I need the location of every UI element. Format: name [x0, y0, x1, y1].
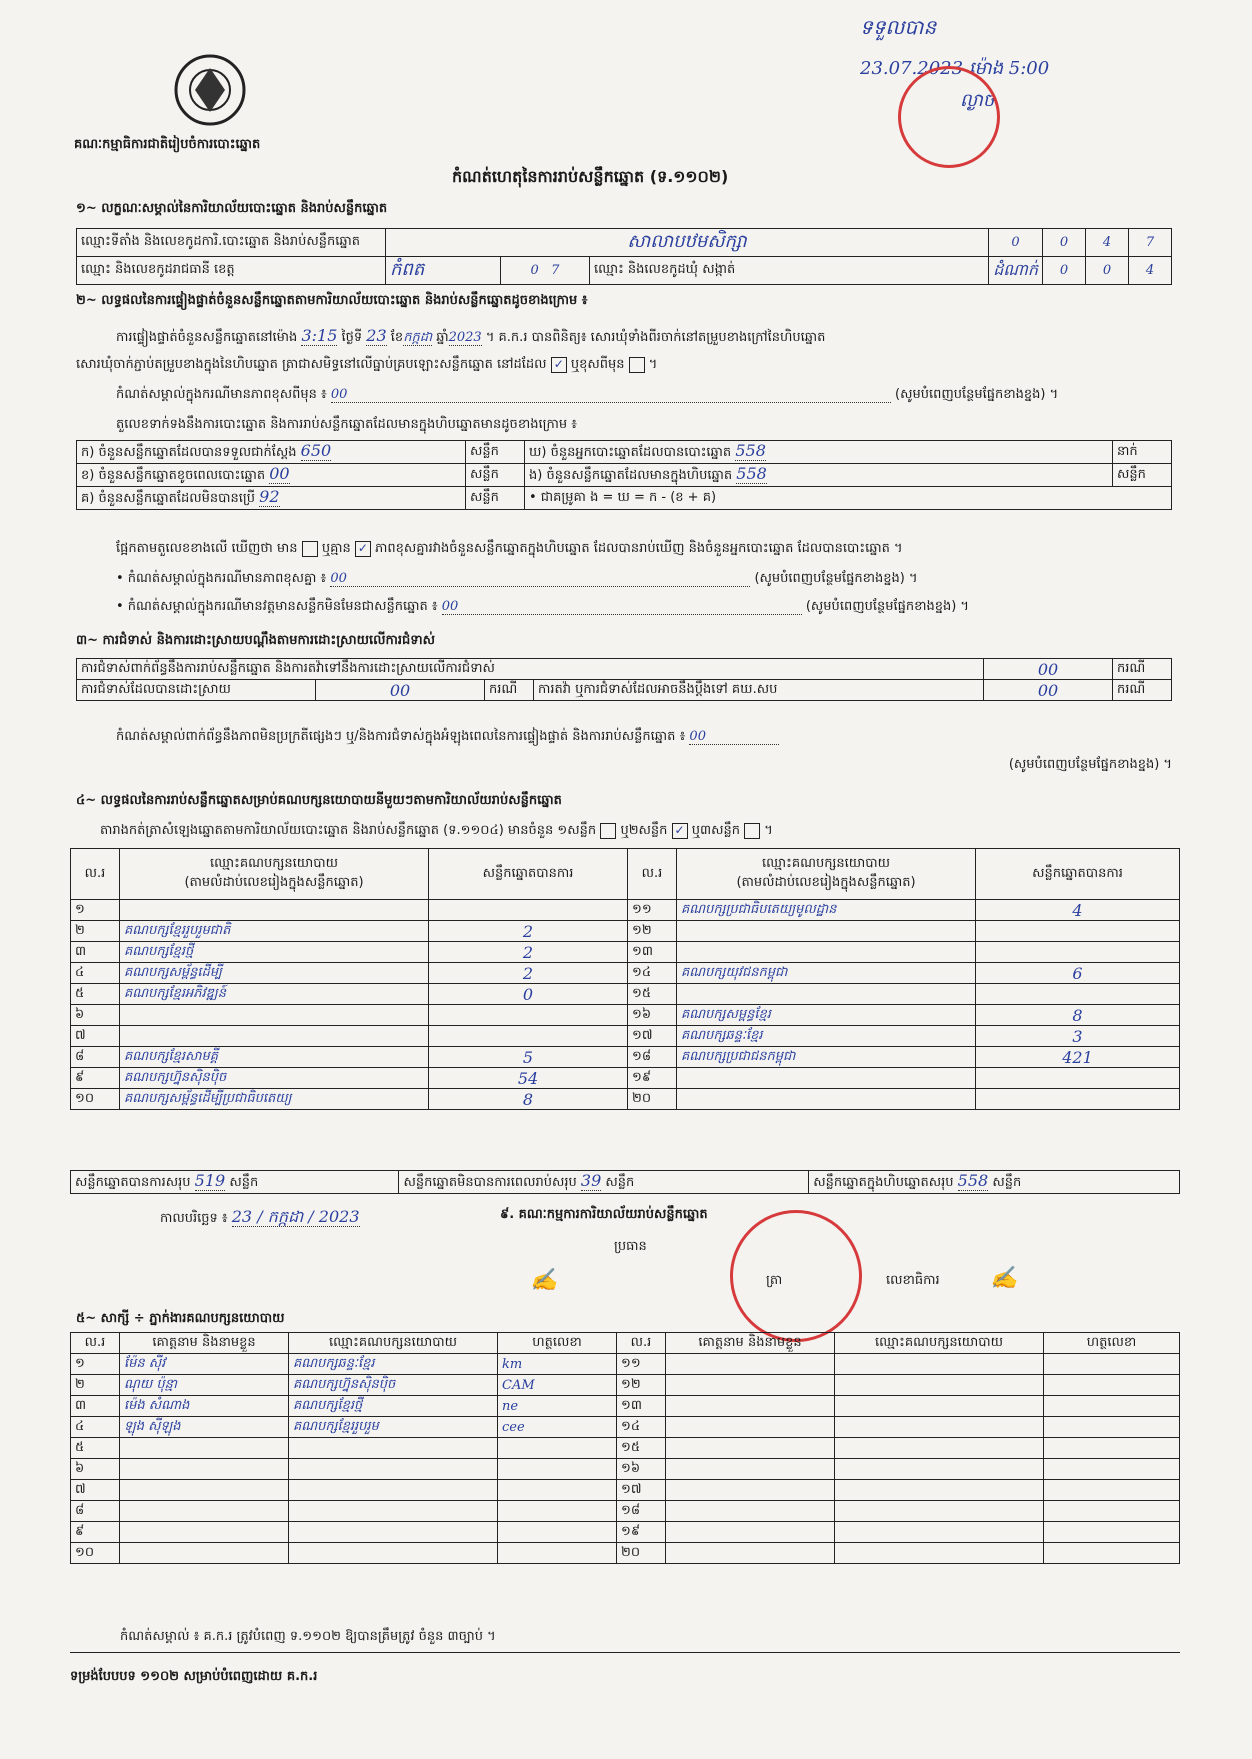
nec-emblem-icon [170, 50, 250, 130]
has-discrepancy-checkbox[interactable] [302, 541, 318, 557]
row-number: ១៦ [628, 1005, 677, 1026]
witness-party [835, 1396, 1044, 1417]
objection-row1-value: 00 [984, 659, 1113, 680]
vote-count: 4 [976, 900, 1180, 921]
witness-row [71, 1543, 1180, 1564]
witness-name [666, 1354, 835, 1375]
vote-count [976, 921, 1180, 942]
witness-name [120, 1501, 289, 1522]
results-row [71, 984, 1180, 1005]
vote-count: 2 [429, 921, 628, 942]
witness-name [120, 1459, 289, 1480]
vote-count: 54 [429, 1068, 628, 1089]
witness-signature [498, 1459, 617, 1480]
section5-title: ៥~ សាក្សី ÷ ភ្នាក់ងារគណបក្សនយោបាយ [76, 1311, 285, 1326]
vote-count [976, 1089, 1180, 1110]
month-value: កក្កដា [403, 330, 433, 345]
section2-para1: ការផ្ទៀងផ្ទាត់ចំនួនសន្លឹកឆ្នោតនៅម៉ោង 3:15 ថ្ងៃទី 23 ខែកក្កដា ឆ្នាំ2023 ។ គ.ក.រ បានពិនិត្យ៖ សោរឃុំទាំងពីរចាក់នៅតម្រួបខាងក្រៅនៃហិបឆ្នោត [116, 326, 826, 345]
witness-party [289, 1438, 498, 1459]
witness-name [120, 1543, 289, 1564]
section3-note: កំណត់សម្គាល់ពាក់ព័ន្ធនឹងភាពមិនប្រក្រតីផ្សេងៗ ឬ/និងការជំទាស់ក្នុងអំឡុងពេលនៃការផ្ទៀងផ្ទាត់ និងការរាប់សន្លឹកឆ្នោត ៖ 00 [116, 728, 1176, 747]
party-name [677, 1068, 976, 1089]
day-value: 23 [366, 326, 387, 345]
results-table: ល.រ ឈ្មោះគណបក្សនយោបាយ (តាមលំដាប់លេខរៀងក្នុងសន្លឹកឆ្នោត) សន្លឹកឆ្នោតបានការ ល.រ ឈ្មោះគណបក្សនយោបាយ (តាមលំដាប់លេខរៀងក្នុងសន្លឹកឆ្នោត) សន្លឹកឆ្នោតបានការ ១ ១១ គណបក្សប្រជាធិបតេយ្យមូលដ្ឋាន 4 ២ គណបក្សខ្មែររួបរួមជាតិ 2 ១២ ៣ គណបក្សខ្មែរថ្មី 2 ១៣ ៤ គណបក្សសម្ព័ន្ធដើម្បី 2 ១៤ គណបក្សយុវជនកម្ពុជា 6 ៥ គណបក្សខ្មែរអភិវឌ្ឍន៍ 0 ១៥ ៦ ១៦ គណបក្សសម្ពន្ធខ្មែរ 8 ៧ ១៧ គណបក្សឆន្ទៈខ្មែរ 3 ៨ គណបក្សខ្មែរសាមគ្គី 5 ១៨ គណបក្សប្រជាជនកម្ពុជា 421 ៩ គណបក្សហ្វ៊ុនស៊ិនប៉ិច 54 ១៩ ១០ គណបក្សសម្ព័ន្ធដើម្បីប្រជាធិបតេយ្យ 8 ២០ [70, 848, 1180, 1110]
witness-signature [1044, 1459, 1180, 1480]
results-row [71, 942, 1180, 963]
received-period: ល្ងាច [960, 90, 995, 111]
count-row-3: គ) ចំនួនសន្លឹកឆ្នោតដែលមិនបានប្រើ 92 សន្លឹក • ជាគម្រូគា ង = ឃ = ក - (ខ + គ) [77, 487, 1172, 510]
party-name: គណបក្សប្រជាធិបតេយ្យមូលដ្ឋាន [677, 900, 976, 921]
row-number: ៦ [71, 1005, 120, 1026]
witness-row [71, 1375, 1180, 1396]
party-name: គណបក្សខ្មែររួបរួមជាតិ [120, 921, 429, 942]
witness-signature: ne [498, 1396, 617, 1417]
party-name: គណបក្សយុវជនកម្ពុជា [677, 963, 976, 984]
note2: • កំណត់សម្គាល់ក្នុងករណីមានភាពខុសគ្នា ៖ 00 (សូមបំពេញបន្ថែមផ្នែកខាងខ្នង) ។ [116, 571, 918, 586]
note3: • កំណត់សម្គាល់ក្នុងករណីមានវត្តមានសន្លឹកមិនមែនជាសន្លឹកឆ្នោត ៖ 00 (សូមបំពេញបន្ថែមផ្នែកខាងខ្នង) ។ [116, 599, 969, 614]
witness-party [835, 1354, 1044, 1375]
year-value: 2023 [448, 330, 482, 345]
row-number: ១៨ [628, 1047, 677, 1068]
witness-party [289, 1501, 498, 1522]
row2-commune: ដំណាក់ [989, 257, 1043, 285]
party-name [120, 1005, 429, 1026]
row-number: ៣ [71, 942, 120, 963]
objection-row2b-value: 00 [984, 680, 1113, 701]
section1-table [76, 228, 1172, 285]
witness-row [71, 1354, 1180, 1375]
witness-party [289, 1543, 498, 1564]
count-row-1: ក) ចំនួនសន្លឹកឆ្នោតដែលបានទទួលជាក់ស្តែង 650 សន្លឹក ឃ) ចំនួនអ្នកបោះឆ្នោតដែលបានបោះឆ្នោត 558 នាក់ [77, 441, 1172, 464]
section5-note: កំណត់សម្គាល់ ៖ គ.ក.រ ត្រូវបំពេញ ទ.១១០២ ឱ្យបានត្រឹមត្រូវ ចំនួន ៣ច្បាប់ ។ [120, 1629, 496, 1644]
witness-name [666, 1375, 835, 1396]
results-row [71, 1089, 1180, 1110]
party-name [677, 942, 976, 963]
witness-name: ឡុង ស៊ីឡុង [120, 1417, 289, 1438]
witness-signature [1044, 1375, 1180, 1396]
section4-intro: តារាងកត់ត្រាសំឡេងឆ្នោតតាមការិយាល័យបោះឆ្នោត និងរាប់សន្លឹកឆ្នោត (ទ.១១០៤) មានចំនួន ១សន្លឹក ឬ២សន្លឹក ✓ ឬ៣សន្លឹក ។ [100, 822, 773, 838]
witness-signature [498, 1480, 617, 1501]
witness-signature [498, 1501, 617, 1522]
results-row [71, 963, 1180, 984]
note-value: 00 [331, 387, 891, 403]
results-row [71, 921, 1180, 942]
vote-count [976, 942, 1180, 963]
vote-count [429, 900, 628, 921]
witness-party [835, 1501, 1044, 1522]
row-number: ៩ [71, 1068, 120, 1089]
row-number: ៧ [71, 1026, 120, 1047]
vote-count: 3 [976, 1026, 1180, 1047]
vote-count: 8 [976, 1005, 1180, 1026]
party-name: គណបក្សសម្ពន្ធខ្មែរ [677, 1005, 976, 1026]
row2-commune-label: ឈ្មោះ និងលេខកូដឃុំ សង្កាត់ [589, 257, 988, 285]
witness-party [289, 1522, 498, 1543]
objection-row1-label: ការជំទាស់ពាក់ព័ន្ធនឹងការរាប់សន្លឹកឆ្នោត និងការតវ៉ាទៅនឹងការដោះស្រាយលើការជំទាស់ [77, 659, 984, 680]
row-number: ២ [71, 1375, 120, 1396]
time-value: 3:15 [301, 326, 338, 345]
results-row [71, 1026, 1180, 1047]
row-number: ៨ [71, 1501, 120, 1522]
received-datetime: 23.07.2023 ម៉ោង 5:00 [860, 58, 1050, 79]
witness-signature [498, 1522, 617, 1543]
witness-party: គណបក្សខ្មែរថ្មី [289, 1396, 498, 1417]
vote-count [976, 984, 1180, 1005]
witness-row [71, 1522, 1180, 1543]
row-number: ២០ [628, 1089, 677, 1110]
witness-row [71, 1396, 1180, 1417]
party-name [120, 900, 429, 921]
three-sheet-checkbox[interactable] [744, 823, 760, 839]
witness-name [666, 1459, 835, 1480]
witness-signature [1044, 1480, 1180, 1501]
row-number: ១៧ [628, 1026, 677, 1047]
secretary-signature: ✍ [990, 1266, 1018, 1291]
row-number: ២ [71, 921, 120, 942]
witness-name [666, 1417, 835, 1438]
discrepancy-line: ផ្អែកតាមតួលេខខាងលើ ឃើញថា មាន ឬគ្មាន ✓ ភាពខុសគ្នារវាងចំនួនសន្លឹកឆ្នោតក្នុងហិបឆ្នោត ដែលបានរាប់ឃើញ និងចំនួនអ្នកបោះឆ្នោត ដែលបានបោះឆ្នោត ។ [116, 540, 903, 556]
witness-signature [1044, 1501, 1180, 1522]
objection-row2b-label: ការតវ៉ា ឬការជំទាស់ដែលអាចនឹងប្តឹងទៅ គឃ.សប [534, 680, 984, 701]
party-name [677, 984, 976, 1005]
row-number: ២០ [617, 1543, 666, 1564]
row-number: ១៣ [617, 1396, 666, 1417]
witness-signature: CAM [498, 1375, 617, 1396]
row-number: ១១ [628, 900, 677, 921]
row-number: ១៦ [617, 1459, 666, 1480]
no-discrepancy-checkbox[interactable]: ✓ [355, 541, 371, 557]
section2-para2: សោរឃុំចាក់ភ្ជាប់តម្រួបខាងក្នុងនៃហិបឆ្នោត ត្រាជាសមិទ្ធនៅលើធ្នាប់គ្របឡោះសន្លឹកឆ្នោត នៅដដែល ✓ ឬខុសពីមុន ។ [76, 356, 658, 372]
witness-name [120, 1522, 289, 1543]
party-name: គណបក្សខ្មែរអភិវឌ្ឍន៍ [120, 984, 429, 1005]
witness-name [666, 1543, 835, 1564]
section3-fillback: (សូមបំពេញបន្ថែមផ្នែកខាងខ្នង) ។ [1008, 757, 1172, 772]
row-number: ៥ [71, 984, 120, 1005]
witness-party [835, 1438, 1044, 1459]
witness-party: គណបក្សឆន្ទៈខ្មែរ [289, 1354, 498, 1375]
row1-digit-3: 4 [1086, 229, 1129, 257]
vote-count: 0 [429, 984, 628, 1005]
witness-signature [1044, 1417, 1180, 1438]
party-name [677, 921, 976, 942]
witness-party [289, 1480, 498, 1501]
row-number: ១៤ [617, 1417, 666, 1438]
row-number: ១៩ [617, 1522, 666, 1543]
witness-signature [1044, 1522, 1180, 1543]
row-number: ៧ [71, 1480, 120, 1501]
witness-row [71, 1501, 1180, 1522]
witness-signature: cee [498, 1417, 617, 1438]
party-name: គណបក្សខ្មែរថ្មី [120, 942, 429, 963]
witness-party: គណបក្សខ្មែររួបរួម [289, 1417, 498, 1438]
vote-count: 6 [976, 963, 1180, 984]
row-number: ១ [71, 900, 120, 921]
witness-party [835, 1417, 1044, 1438]
witness-signature [1044, 1396, 1180, 1417]
vote-count [976, 1068, 1180, 1089]
witness-party [835, 1522, 1044, 1543]
stamp-label: ត្រា [766, 1273, 783, 1288]
witness-name: ម៉ែន ស៊ីវ [120, 1354, 289, 1375]
chair-label: ប្រធាន [614, 1239, 647, 1254]
different-checkbox[interactable] [629, 357, 645, 373]
row-number: ១៩ [628, 1068, 677, 1089]
row1-digit-2: 0 [1043, 229, 1086, 257]
red-stamp-bottom [730, 1210, 862, 1342]
witness-name [666, 1522, 835, 1543]
witness-party [835, 1375, 1044, 1396]
vote-count: 421 [976, 1047, 1180, 1068]
row-number: ១១ [617, 1354, 666, 1375]
row-number: ១៨ [617, 1501, 666, 1522]
row1-digit-4: 7 [1129, 229, 1172, 257]
totals-table: សន្លឹកឆ្នោតបានការសរុប 519 សន្លឹក សន្លឹកឆ្នោតមិនបានការពេលរាប់សរុប 39 សន្លឹក សន្លឹកឆ្នោតក្នុងហិបឆ្នោតសរុប 558 សន្លឹក [70, 1170, 1180, 1194]
witness-party [835, 1459, 1044, 1480]
objection-table: ការជំទាស់ពាក់ព័ន្ធនឹងការរាប់សន្លឹកឆ្នោត និងការតវ៉ាទៅនឹងការដោះស្រាយលើការជំទាស់ 00 ករណី ការជំទាស់ដែលបានដោះស្រាយ 00 ករណី ការតវ៉ា ឬការជំទាស់ដែលអាចនឹងប្តឹងទៅ គឃ.សប 00 ករណី [76, 658, 1172, 701]
section2-title: ២~ លទ្ធផលនៃការផ្ទៀងផ្ទាត់ចំនួនសន្លឹកឆ្នោតតាមការិយាល័យបោះឆ្នោត និងរាប់សន្លឹកឆ្នោតដូចខាងក្រោម ៖ [76, 293, 588, 308]
row-number: ១៣ [628, 942, 677, 963]
party-name: គណបក្សប្រជាជនកម្ពុជា [677, 1047, 976, 1068]
row2-label: ឈ្មោះ និងលេខកូដរាជធានី ខេត្ត [77, 257, 386, 285]
witness-party [835, 1543, 1044, 1564]
form-title: កំណត់ហេតុនៃការរាប់សន្លឹកឆ្នោត (ទ.១១០២) [452, 167, 729, 186]
row2-commune-digit-2: 0 [1086, 257, 1129, 285]
witness-name [666, 1501, 835, 1522]
results-row [71, 1005, 1180, 1026]
witness-name: ណុយ ប៉ុន្មា [120, 1375, 289, 1396]
form-footer: ទម្រង់បែបបទ ១១០២ សម្រាប់បំពេញដោយ គ.ក.រ [70, 1669, 318, 1684]
row-number: ៦ [71, 1459, 120, 1480]
row2-commune-digit-1: 0 [1043, 257, 1086, 285]
witness-signature [498, 1438, 617, 1459]
results-row [71, 1068, 1180, 1089]
row-number: ៤ [71, 1417, 120, 1438]
witness-name [666, 1396, 835, 1417]
org-name: គណៈកម្មាធិការជាតិរៀបចំការបោះឆ្នោត [74, 137, 261, 152]
section2-intro: តួលេខទាក់ទងនឹងការបោះឆ្នោត និងការរាប់សន្លឹកឆ្នោតដែលមានក្នុងហិបឆ្នោតមានដូចខាងក្រោម ៖ [116, 417, 577, 432]
party-name [120, 1026, 429, 1047]
row-number: ៨ [71, 1047, 120, 1068]
row-number: ១០ [71, 1543, 120, 1564]
row1-digit-1: 0 [989, 229, 1043, 257]
received-note: ទទួលបាន [860, 15, 937, 39]
row2-province: កំពត [386, 257, 501, 285]
witness-table: ល.រ គោត្តនាម និងនាមខ្លួន ឈ្មោះគណបក្សនយោបាយ ហត្ថលេខា ល.រ គោត្តនាម និងនាមខ្លួន ឈ្មោះគណបក្សនយោបាយ ហត្ថលេខា ១ ម៉ែន ស៊ីវ គណបក្សឆន្ទៈខ្មែរ km ១១ ២ ណុយ ប៉ុន្មា គណបក្សហ្វ៊ុនស៊ិនប៉ិច CAM ១២ ៣ ម៉េង សំណាង គណបក្សខ្មែរថ្មី ne ១៣ ៤ ឡុង ស៊ីឡុង គណបក្សខ្មែររួបរួម cee ១៤ ៥ ១៥ ៦ ១៦ ៧ ១៧ ៨ ១៨ ៩ ១៩ ១០ ២០ [70, 1332, 1180, 1564]
witness-row [71, 1480, 1180, 1501]
results-row [71, 1047, 1180, 1068]
witness-row [71, 1417, 1180, 1438]
row-number: ១២ [617, 1375, 666, 1396]
witness-party [835, 1480, 1044, 1501]
row-number: ១៥ [617, 1438, 666, 1459]
vote-count: 2 [429, 942, 628, 963]
section3-title: ៣~ ការជំទាស់ និងការដោះស្រាយបណ្តឹងតាមការដោះស្រាយលើការជំទាស់ [76, 633, 436, 648]
witness-signature [498, 1543, 617, 1564]
section1-title: ១~ លក្ខណៈសម្គាល់នៃការិយាល័យបោះឆ្នោត និងរាប់សន្លឹកឆ្នោត [76, 201, 388, 216]
row-number: ៣ [71, 1396, 120, 1417]
vote-count: 8 [429, 1089, 628, 1110]
same-checkbox[interactable]: ✓ [551, 357, 567, 373]
row-number: ១៧ [617, 1480, 666, 1501]
row2-commune-digit-3: 4 [1129, 257, 1172, 285]
row-number: ១៥ [628, 984, 677, 1005]
witness-name [666, 1438, 835, 1459]
objection-row2-value: 00 [316, 680, 485, 701]
row-number: ១០ [71, 1089, 120, 1110]
row-number: ១៤ [628, 963, 677, 984]
witness-party: គណបក្សហ្វ៊ុនស៊ិនប៉ិច [289, 1375, 498, 1396]
vote-count: 5 [429, 1047, 628, 1068]
objection-row2-label: ការជំទាស់ដែលបានដោះស្រាយ [77, 680, 316, 701]
vote-count: 2 [429, 963, 628, 984]
row-number: ៥ [71, 1438, 120, 1459]
red-stamp-top [898, 66, 1000, 168]
witness-signature: km [498, 1354, 617, 1375]
party-name: គណបក្សសម្ព័ន្ធដើម្បី [120, 963, 429, 984]
witness-row [71, 1438, 1180, 1459]
row-number: ១ [71, 1354, 120, 1375]
witness-signature [1044, 1543, 1180, 1564]
one-sheet-checkbox[interactable] [600, 823, 616, 839]
vote-count [429, 1026, 628, 1047]
witness-name [120, 1480, 289, 1501]
party-name: គណបក្សឆន្ទៈខ្មែរ [677, 1026, 976, 1047]
witness-signature [1044, 1354, 1180, 1375]
row-number: ៤ [71, 963, 120, 984]
section2-note: កំណត់សម្គាល់ក្នុងករណីមានភាពខុសពីមុន ៖ 00 (សូមបំពេញបន្ថែមផ្នែកខាងខ្នង) ។ [116, 387, 1059, 402]
row1-value: សាលាបឋមសិក្សា [386, 229, 989, 257]
witness-name: ម៉េង សំណាង [120, 1396, 289, 1417]
count-row-2: ខ) ចំនួនសន្លឹកឆ្នោតខូចពេលបោះឆ្នោត 00 សន្លឹក ង) ចំនួនសន្លឹកឆ្នោតដែលមានក្នុងហិបឆ្នោត 558 សន្លឹក [77, 464, 1172, 487]
witness-signature [1044, 1438, 1180, 1459]
two-sheet-checkbox[interactable]: ✓ [672, 823, 688, 839]
committee-label: ៩. គណៈកម្មការការិយាល័យរាប់សន្លឹកឆ្នោត [500, 1207, 708, 1222]
vote-count [429, 1005, 628, 1026]
count-table [76, 440, 1172, 510]
witness-name [120, 1438, 289, 1459]
section4-title: ៤~ លទ្ធផលនៃការរាប់សន្លឹកឆ្នោតសម្រាប់គណបក្សនយោបាយនីមួយៗតាមការិយាល័យរាប់សន្លឹកឆ្នោត [76, 793, 562, 808]
party-name: គណបក្សហ្វ៊ុនស៊ិនប៉ិច [120, 1068, 429, 1089]
witness-row [71, 1459, 1180, 1480]
witness-party [289, 1459, 498, 1480]
witness-name [666, 1480, 835, 1501]
secretary-label: លេខាធិការ [886, 1273, 940, 1288]
footer-divider [70, 1652, 1180, 1653]
row1-label: ឈ្មោះទីតាំង និងលេខកូដការិ.បោះឆ្នោត និងរាប់សន្លឹកឆ្នោត [77, 229, 386, 257]
party-name: គណបក្សខ្មែរសាមគ្គី [120, 1047, 429, 1068]
party-name: គណបក្សសម្ព័ន្ធដើម្បីប្រជាធិបតេយ្យ [120, 1089, 429, 1110]
row-number: ១២ [628, 921, 677, 942]
row2-province-code: 0 7 [500, 257, 589, 285]
party-name [677, 1089, 976, 1110]
date-line: កាលបរិច្ឆេទ ៖ 23 / កក្កដា / 2023 [160, 1207, 360, 1226]
row-number: ៩ [71, 1522, 120, 1543]
chair-signature: ✍ [530, 1268, 558, 1293]
results-row [71, 900, 1180, 921]
